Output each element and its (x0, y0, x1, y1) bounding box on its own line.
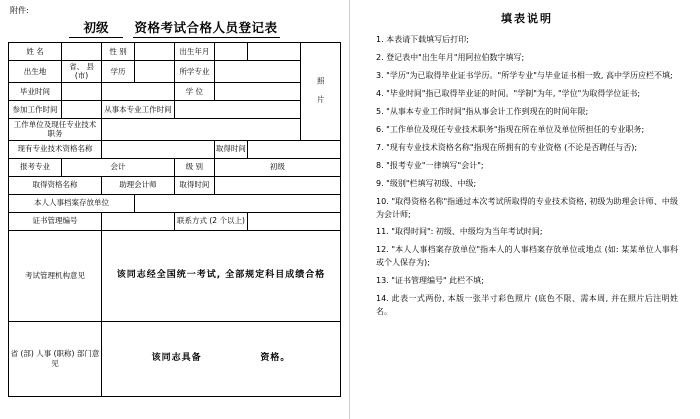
cell-value-current-qualification (101, 140, 214, 158)
list-item: 14. 此表一式两份, 本版一张半寸彩色照片 (底色不限、需本周, 并在照片后注明姓名。 (376, 294, 678, 317)
form-title-row (8, 18, 341, 38)
table-row (9, 212, 341, 230)
cell-value-current-major-work-start (174, 100, 300, 118)
cell-label-education: 学历 (101, 61, 134, 83)
cell-value-level: 初级 (214, 158, 340, 176)
list-item: 1. 本表请下载填写后打印; (376, 35, 469, 44)
province-hr-opinion-text-2: 资格。 (260, 352, 291, 363)
cell-photo-box (301, 43, 341, 141)
cell-label-obtained-time: 取得时间 (174, 176, 214, 194)
instructions-title: 填表说明 (501, 12, 553, 25)
cell-label-degree: 学 位 (174, 82, 214, 100)
cell-label-exam-org-opinion (9, 230, 102, 321)
table-row (9, 140, 341, 158)
cell-value-birth-date (214, 43, 247, 61)
table-row (9, 43, 341, 61)
cell-value-archive-unit (135, 194, 341, 212)
list-item: 9. "级别"栏填写初级、中级; (376, 178, 477, 188)
cell-label-birth-date: 出生年月 (174, 43, 214, 61)
cell-label-current-major-work-start: 从事本专业工作时间 (101, 100, 174, 118)
cell-label-level: 级 别 (174, 158, 214, 176)
cell-value-name (62, 43, 102, 61)
table-row (9, 158, 341, 176)
list-item: 4. "毕业时间"指已取得毕业证的时间。"学制"为年, "学位"为取得学位证书; (376, 88, 641, 98)
cell-value-obtained-qualification: 助理会计师 (101, 176, 174, 194)
cell-label-graduation-time: 毕业时间 (9, 82, 62, 100)
cell-value-contact (247, 212, 340, 230)
province-hr-opinion-label: 省 (部) 人事 (职称) 部门意见 (10, 349, 100, 368)
province-hr-opinion-text-1: 该同志具备 (151, 352, 202, 363)
table-row (9, 321, 341, 396)
exam-org-opinion-text: 该同志经全国统一考试, 全部规定科目成绩合格 (116, 269, 326, 280)
cell-label-contact: 联系方式 (2 个以上) (174, 212, 247, 230)
list-item: 8. "报考专业"一律填写"会计"; (376, 160, 484, 170)
cell-label-acquire-time: 取得时间 (214, 140, 247, 158)
list-item: 11. "取得时间": 初级、中级均为当年考试时间; (376, 227, 543, 237)
table-row (9, 176, 341, 194)
table-row (9, 230, 341, 321)
cell-value-cert-number (101, 212, 174, 230)
cell-label-current-qualification: 现有专业技术资格名称 (9, 140, 102, 158)
cell-label-birthplace: 出生地 (9, 61, 62, 83)
list-item: 12. "本人人事档案存放单位"指本人的人事档案存放单位或地点 (如: 某某单位人事科或个人保存为); (376, 245, 678, 268)
exam-org-opinion-label: 考试管理机构意见 (24, 270, 85, 280)
cell-label-archive-unit: 本人人事档案存放单位 (9, 194, 135, 212)
attachment-label: 附件: (10, 6, 29, 15)
list-item: 2. 登记表中"出生年月"用阿拉伯数字填写; (376, 52, 525, 62)
cell-label-name: 姓 名 (9, 43, 62, 61)
cell-value-unit-position (101, 118, 300, 140)
list-item: 5. "从事本专业工作时间"指从事会计工作到现在的时间年限; (376, 106, 589, 116)
form-title-level: 初级 (69, 18, 122, 38)
cell-label-apply-major: 报考专业 (9, 158, 62, 176)
list-item: 13. "证书管理编号" 此栏不填; (376, 276, 484, 286)
cell-value-graduation-extra (101, 82, 174, 100)
cell-value-gender (135, 43, 175, 61)
instructions-list (376, 34, 678, 319)
photo-label: 照 片 (316, 76, 326, 104)
cell-value-province-city: 省、 县 (市) (62, 61, 102, 83)
list-item: 10. "取得资格名称"指通过本次考试所取得的专业技术资格, 初级为助理会计师、中级为会计师; (376, 196, 678, 219)
list-item: 6. "工作单位及现任专业技术职务"指现在所在单位及单位所担任的专业职务; (376, 124, 645, 134)
cell-label-major: 所学专业 (174, 61, 214, 83)
cell-label-province-hr-opinion (9, 321, 102, 396)
registration-form-panel (0, 0, 349, 419)
table-row (9, 100, 341, 118)
cell-value-obtained-time (214, 176, 340, 194)
list-item: 7. "现有专业技术资格名称"指现在所拥有的专业资格 (不论是否聘任与否); (376, 142, 638, 152)
cell-value-graduation-time (62, 82, 102, 100)
cell-label-work-start: 参加工作时间 (9, 100, 62, 118)
table-row (9, 194, 341, 212)
instructions-panel (350, 0, 700, 419)
table-row (9, 61, 341, 83)
cell-value-acquire-time (247, 140, 340, 158)
cell-value-birth-date-2 (247, 43, 300, 61)
cell-label-cert-number: 证书管理编号 (9, 212, 102, 230)
cell-value-major (214, 61, 300, 83)
list-item: 3. "学历"为已取得毕业证书学历。"所学专业"与毕业证书相一致, 高中学历应栏不填; (376, 70, 673, 80)
form-title-main: 资格考试合格人员登记表 (133, 18, 280, 38)
cell-value-education (135, 61, 175, 83)
table-row (9, 118, 341, 140)
cell-value-exam-org-opinion (101, 230, 340, 321)
cell-value-degree (214, 82, 300, 100)
registration-table (8, 42, 341, 397)
cell-label-unit-position: 工作单位及现任专业技术职务 (9, 118, 102, 140)
cell-value-work-start (62, 100, 102, 118)
table-row (9, 82, 341, 100)
cell-label-obtained-qualification: 取得资格名称 (9, 176, 102, 194)
cell-value-province-hr-opinion (101, 321, 340, 396)
cell-label-gender: 性 别 (101, 43, 134, 61)
cell-value-apply-major: 会计 (62, 158, 175, 176)
